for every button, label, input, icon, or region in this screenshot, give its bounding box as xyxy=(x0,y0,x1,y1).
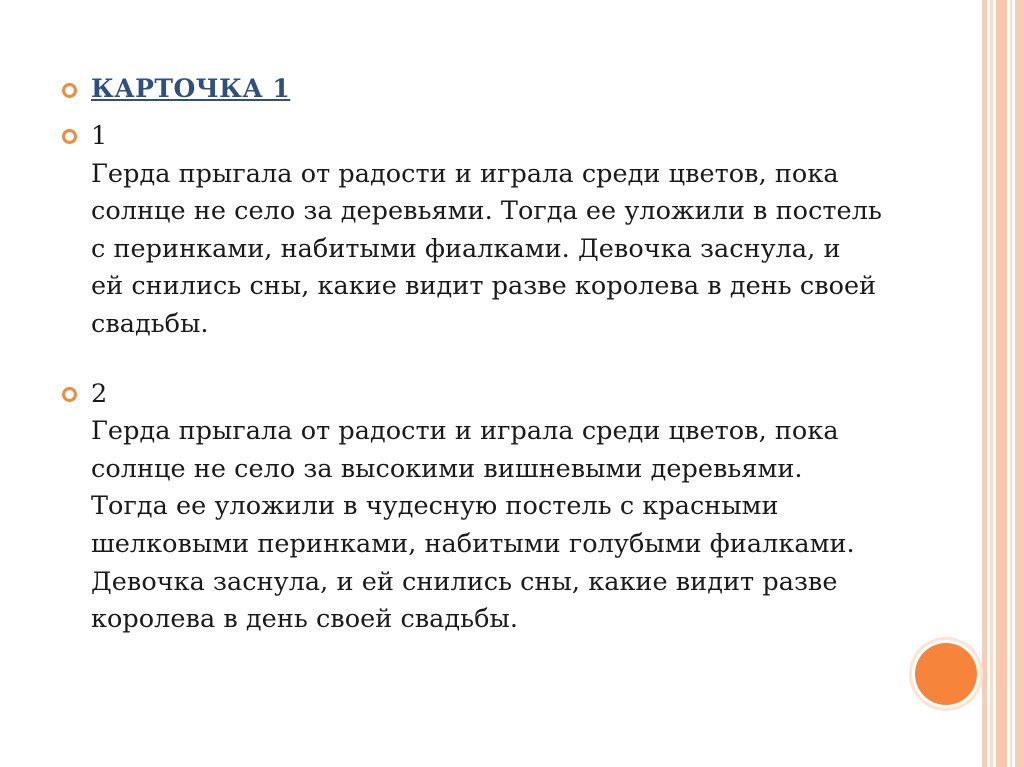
paragraph-line: Герда прыгала от радости и играла среди цветов, пока xyxy=(91,158,839,189)
bullet-ring-icon xyxy=(62,387,77,402)
paragraph-line: Тогда ее уложили в чудесную постель с красными xyxy=(91,491,779,522)
paragraph-1 xyxy=(91,118,971,344)
slide-content xyxy=(62,72,962,639)
paragraph-number: 1 xyxy=(91,121,108,151)
paragraph-line: королева в день своей свадьбы. xyxy=(91,604,519,635)
paragraph-line: Герда прыгала от радости и играла среди цветов, пока xyxy=(91,416,839,447)
decor-stripe xyxy=(982,0,987,767)
decor-stripe xyxy=(990,0,993,767)
paragraph-item-1 xyxy=(62,118,962,344)
decor-stripe xyxy=(996,0,1007,767)
slide-title[interactable]: КАРТОЧКА 1 xyxy=(91,74,291,103)
paragraph-line: Девочка заснула, и ей снились сны, какие видит разве xyxy=(91,566,838,597)
paragraph-number: 2 xyxy=(91,378,108,409)
paragraph-line: свадьбы. xyxy=(91,308,209,339)
title-item xyxy=(62,72,962,106)
decor-stripe xyxy=(1010,0,1012,767)
bullet-ring-icon xyxy=(62,83,77,98)
paragraph-line: ей снились сны, какие видит разве королева в день своей xyxy=(91,271,877,302)
paragraph-line: солнце не село за деревьями. Тогда ее уложили в постель xyxy=(91,196,882,227)
paragraph-line: шелковыми перинками, набитыми голубыми фиалками. xyxy=(91,528,855,559)
paragraph-2 xyxy=(91,376,971,639)
decor-stripe xyxy=(1015,0,1024,767)
decor-circle xyxy=(915,643,977,705)
paragraph-line: с перинками, набитыми фиалками. Девочка заснула, и xyxy=(91,233,841,264)
bullet-ring-icon xyxy=(62,129,77,144)
paragraph-line: солнце не село за высокими вишневыми деревьями. xyxy=(91,453,803,484)
paragraph-item-2 xyxy=(62,376,962,639)
